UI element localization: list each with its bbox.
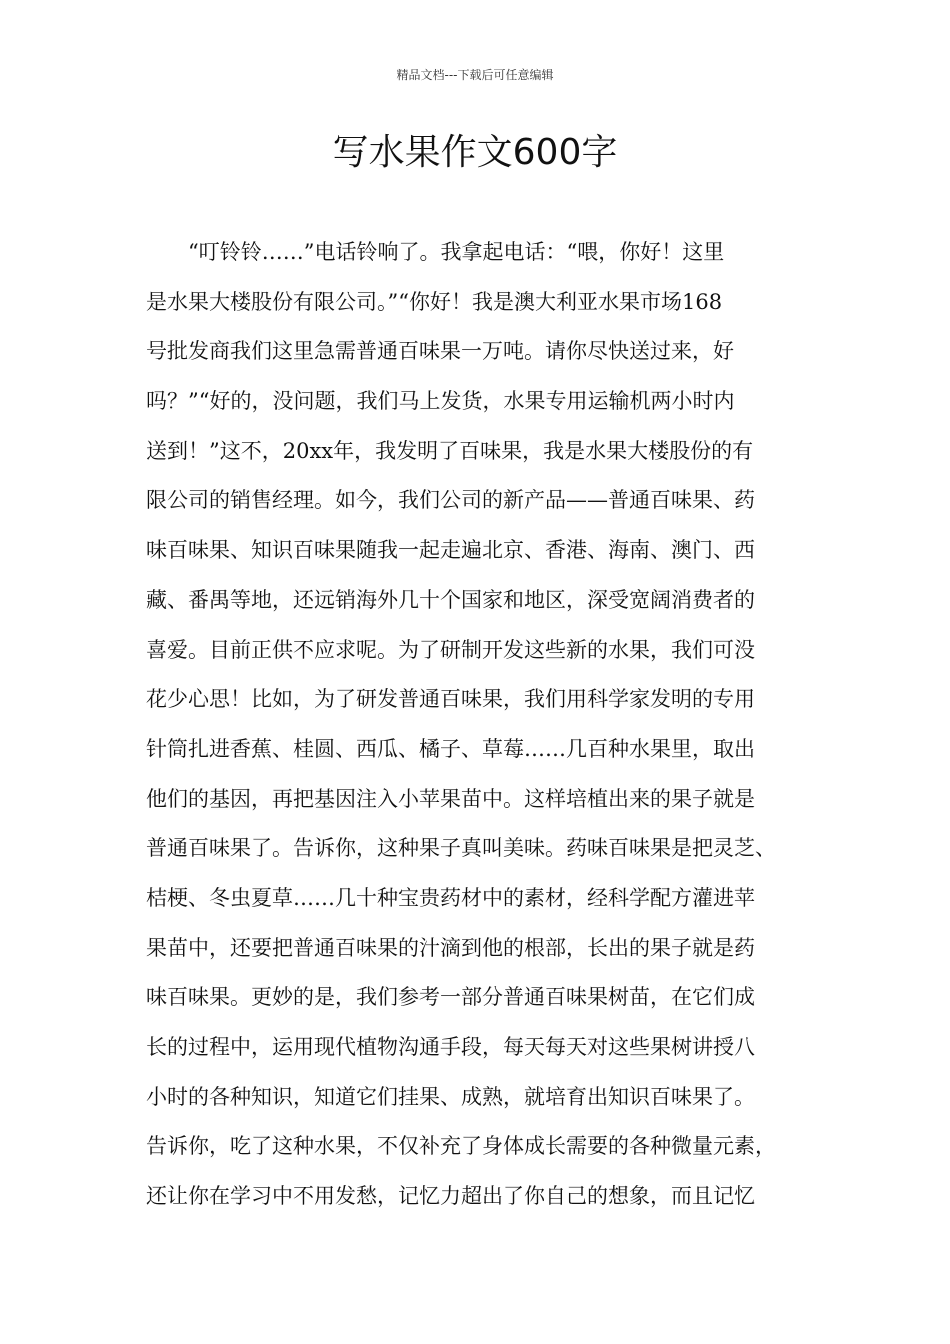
text-line: 还让你在学习中不用发愁，记忆力超出了你自己的想象，而且记忆	[146, 1184, 755, 1209]
text-line: 号批发商我们这里急需普通百味果一万吨。请你尽快送过来，好	[146, 339, 734, 364]
text-line: 长的过程中，运用现代植物沟通手段，每天每天对这些果树讲授八	[146, 1035, 755, 1059]
essay-body	[146, 228, 826, 1222]
text-line: 送到！”这不，20xx年，我发明了百味果，我是水果大楼股份的有	[146, 438, 754, 463]
text-line: 果苗中，还要把普通百味果的汁滴到他的根部，长出的果子就是药	[146, 935, 755, 960]
text-line: 藏、番禺等地，还远销海外几十个国家和地区，深受宽阔消费者的	[146, 587, 755, 612]
text-line: 喜爱。目前正供不应求呢。为了研制开发这些新的水果，我们可没	[146, 637, 755, 662]
text-line: 他们的基因，再把基因注入小苹果苗中。这样培植出来的果子就是	[146, 786, 755, 811]
text-line: “叮铃铃……”电话铃响了。我拿起电话：“喂，你好！这里	[146, 240, 725, 264]
text-line: 限公司的销售经理。如今，我们公司的新产品——普通百味果、药	[146, 488, 755, 513]
text-line: 普通百味果了。告诉你，这种果子真叫美味。药味百味果是把灵芝、	[146, 836, 776, 861]
text-line: 味百味果、知识百味果随我一起走遍北京、香港、海南、澳门、西	[146, 538, 755, 563]
document-title: 写水果作文600字	[332, 132, 618, 173]
text-line: 花少心思！比如，为了研发普通百味果，我们用科学家发明的专用	[146, 687, 755, 712]
text-line: 是水果大楼股份有限公司。”“你好！我是澳大利亚水果市场168	[146, 289, 723, 314]
text-line: 味百味果。更妙的是，我们参考一部分普通百味果树苗，在它们成	[146, 985, 755, 1010]
header-note: 精品文档---下载后可任意编辑	[396, 68, 554, 82]
text-line: 吗？”“好的，没问题，我们马上发货，水果专用运输机两小时内	[146, 389, 735, 414]
text-line: 小时的各种知识，知道它们挂果、成熟，就培育出知识百味果了。	[146, 1084, 755, 1109]
text-line: 告诉你，吃了这种水果，不仅补充了身体成长需要的各种微量元素，	[146, 1134, 776, 1159]
text-line: 桔梗、冬虫夏草……几十种宝贵药材中的素材，经科学配方灌进苹	[146, 885, 755, 910]
text-line: 针筒扎进香蕉、桂圆、西瓜、橘子、草莓……几百种水果里，取出	[146, 736, 755, 761]
